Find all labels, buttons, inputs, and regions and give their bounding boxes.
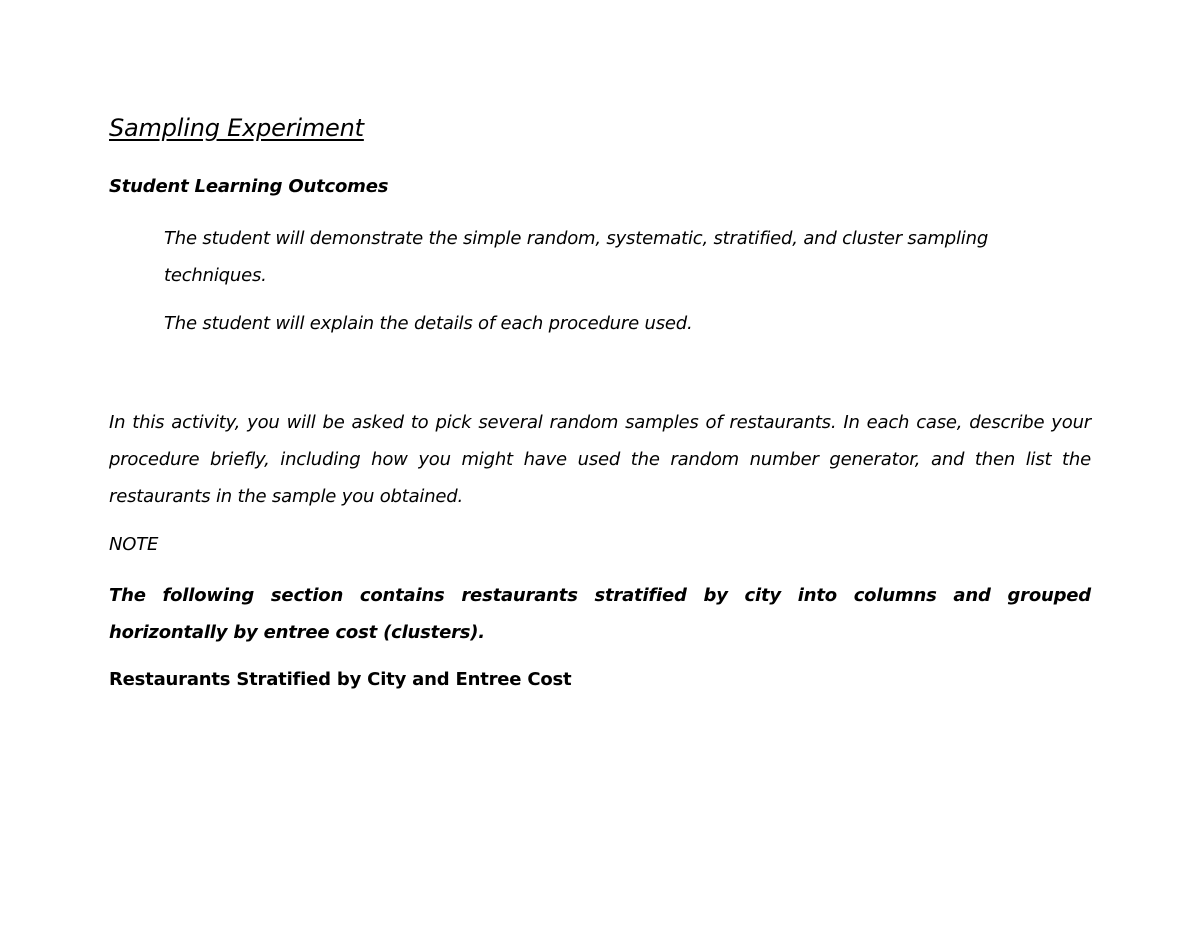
intro-paragraph: In this activity, you will be asked to pick several random samples of restaurants. In each case, describe your procedure briefly, including how you might have used the random number generator, and then list the restaurants in the sample you obtained. [109,412,1091,507]
note-label: NOTE [109,534,159,555]
page-title: Sampling Experiment [109,114,364,142]
outcomes-heading: Student Learning Outcomes [109,176,389,197]
outcome-item: The student will explain the details of each procedure used. [164,313,693,334]
note-text: The following section contains restaurants stratified by city into columns and grouped horizontally by entree cost (clusters). [109,585,1091,643]
table-heading: Restaurants Stratified by City and Entree Cost [109,669,572,690]
outcome-item: The student will demonstrate the simple random, systematic, stratified, and cluster sampling techniques. [164,228,989,286]
